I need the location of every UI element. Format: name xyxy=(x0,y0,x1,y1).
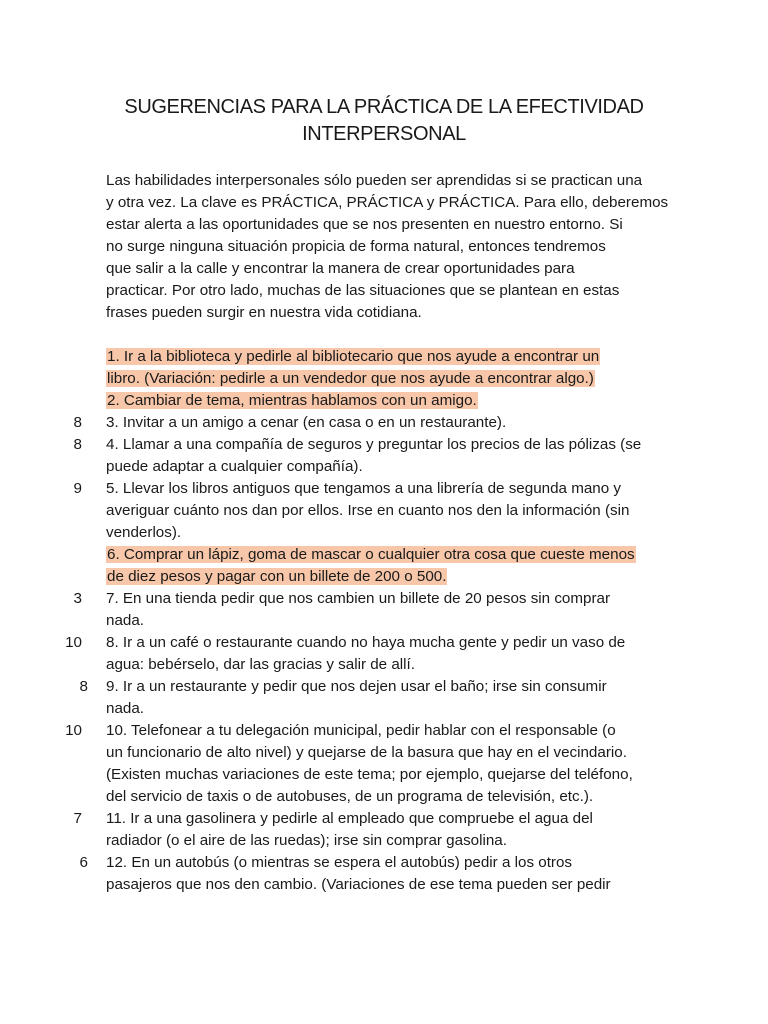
list-item-line xyxy=(106,764,666,786)
highlighted-text: de diez pesos y pagar con un billete de 200 o 500. xyxy=(107,568,447,585)
item-text: nada. xyxy=(106,612,145,629)
item-text: del servicio de taxis o de autobuses, de un programa de televisión, etc.). xyxy=(106,788,594,805)
item-text: 4. Llamar a una compañía de seguros y preguntar los precios de las pólizas (se xyxy=(106,436,642,453)
intro-line: y otra vez. La clave es PRÁCTICA, PRÁCTICA y PRÁCTICA. Para ello, deberemos xyxy=(106,194,669,211)
list-item-line xyxy=(106,346,666,368)
highlighted-text: 1. Ir a la biblioteca y pedirle al bibliotecario que nos ayude a encontrar un xyxy=(107,348,600,365)
intro-line: que salir a la calle y encontrar la manera de crear oportunidades para xyxy=(106,260,575,277)
list-item-line xyxy=(106,478,666,500)
list-item xyxy=(79,676,666,720)
margin-score: 8 xyxy=(73,436,82,453)
list-item-line xyxy=(106,632,666,654)
margin-score: 9 xyxy=(73,480,82,497)
list-item-line xyxy=(106,522,666,544)
item-text: 11. Ir a una gasolinera y pedirle al empleado que compruebe el agua del xyxy=(106,810,593,827)
list-item-line xyxy=(106,698,666,720)
list-item-line xyxy=(106,610,666,632)
highlighted-text: 6. Comprar un lápiz, goma de mascar o cualquier otra cosa que cueste menos xyxy=(107,546,635,563)
item-text: 9. Ir a un restaurante y pedir que nos dejen usar el baño; irse sin consumir xyxy=(106,678,607,695)
highlighted-text: 2. Cambiar de tema, mientras hablamos con un amigo. xyxy=(107,392,477,409)
margin-score: 10 xyxy=(65,722,82,739)
item-text: radiador (o el aire de las ruedas); irse sin comprar gasolina. xyxy=(106,832,507,849)
list-item-line xyxy=(106,720,666,742)
list-item xyxy=(73,588,666,632)
list-item-line xyxy=(106,852,666,874)
list-item-line xyxy=(106,500,666,522)
item-text: un funcionario de alto nivel) y quejarse de la basura que hay en el vecindario. xyxy=(106,744,627,761)
list-item-line xyxy=(106,390,666,412)
item-text: venderlos). xyxy=(106,524,182,541)
intro-paragraph xyxy=(106,170,669,324)
list-item xyxy=(106,390,666,412)
item-text: nada. xyxy=(106,700,145,717)
item-text: 7. En una tienda pedir que nos cambien un billete de 20 pesos sin comprar xyxy=(106,590,611,607)
list-item xyxy=(106,346,666,390)
highlighted-text: libro. (Variación: pedirle a un vendedor que nos ayude a encontrar algo.) xyxy=(107,370,594,387)
margin-score: 3 xyxy=(73,590,82,607)
list-item xyxy=(73,808,666,852)
suggestion-list xyxy=(65,346,666,896)
margin-score: 6 xyxy=(79,854,88,871)
item-text: 8. Ir a un café o restaurante cuando no haya mucha gente y pedir un vaso de xyxy=(106,634,626,651)
item-text: 12. En un autobús (o mientras se espera el autobús) pedir a los otros xyxy=(106,854,573,871)
item-text: puede adaptar a cualquier compañía). xyxy=(106,458,363,475)
list-item-line xyxy=(106,412,666,434)
margin-score: 8 xyxy=(73,414,82,431)
page-title xyxy=(100,94,668,148)
list-item xyxy=(73,412,666,434)
list-item-line xyxy=(106,544,666,566)
item-text: 10. Telefonear a tu delegación municipal, pedir hablar con el responsable (o xyxy=(106,722,616,739)
list-item xyxy=(73,478,666,544)
list-item-line xyxy=(106,830,666,852)
margin-score: 7 xyxy=(73,810,82,827)
list-item xyxy=(65,720,666,808)
list-item xyxy=(79,852,666,896)
item-text: pasajeros que nos den cambio. (Variaciones de ese tema pueden ser pedir xyxy=(106,876,611,893)
list-item-line xyxy=(106,368,666,390)
list-item-line xyxy=(106,786,666,808)
list-item-line xyxy=(106,742,666,764)
item-text: agua: bebérselo, dar las gracias y salir de allí. xyxy=(106,656,415,673)
list-item-line xyxy=(106,808,666,830)
list-item-line xyxy=(106,588,666,610)
intro-line: frases pueden surgir en nuestra vida cotidiana. xyxy=(106,304,422,321)
list-item-line xyxy=(106,676,666,698)
margin-score: 10 xyxy=(65,634,82,651)
title-line-2: INTERPERSONAL xyxy=(302,123,466,145)
item-text: averiguar cuánto nos dan por ellos. Irse en cuanto nos den la información (sin xyxy=(106,502,630,519)
margin-score: 8 xyxy=(79,678,88,695)
list-item-line xyxy=(106,654,666,676)
intro-line: no surge ninguna situación propicia de forma natural, entonces tendremos xyxy=(106,238,606,255)
item-text: 5. Llevar los libros antiguos que tengamos a una librería de segunda mano y xyxy=(106,480,622,497)
intro-line: practicar. Por otro lado, muchas de las situaciones que se plantean en estas xyxy=(106,282,620,299)
item-text: (Existen muchas variaciones de este tema; por ejemplo, quejarse del teléfono, xyxy=(106,766,633,783)
list-item xyxy=(65,632,666,676)
title-line-1: SUGERENCIAS PARA LA PRÁCTICA DE LA EFECTIVIDAD xyxy=(124,96,644,118)
item-text: 3. Invitar a un amigo a cenar (en casa o en un restaurante). xyxy=(106,414,507,431)
intro-line: estar alerta a las oportunidades que se nos presenten en nuestro entorno. Si xyxy=(106,216,623,233)
intro-line: Las habilidades interpersonales sólo pueden ser aprendidas si se practican una xyxy=(106,172,643,189)
list-item-line xyxy=(106,456,666,478)
list-item xyxy=(73,434,666,478)
list-item-line xyxy=(106,874,666,896)
list-item-line xyxy=(106,566,666,588)
list-item xyxy=(106,544,666,588)
list-item-line xyxy=(106,434,666,456)
